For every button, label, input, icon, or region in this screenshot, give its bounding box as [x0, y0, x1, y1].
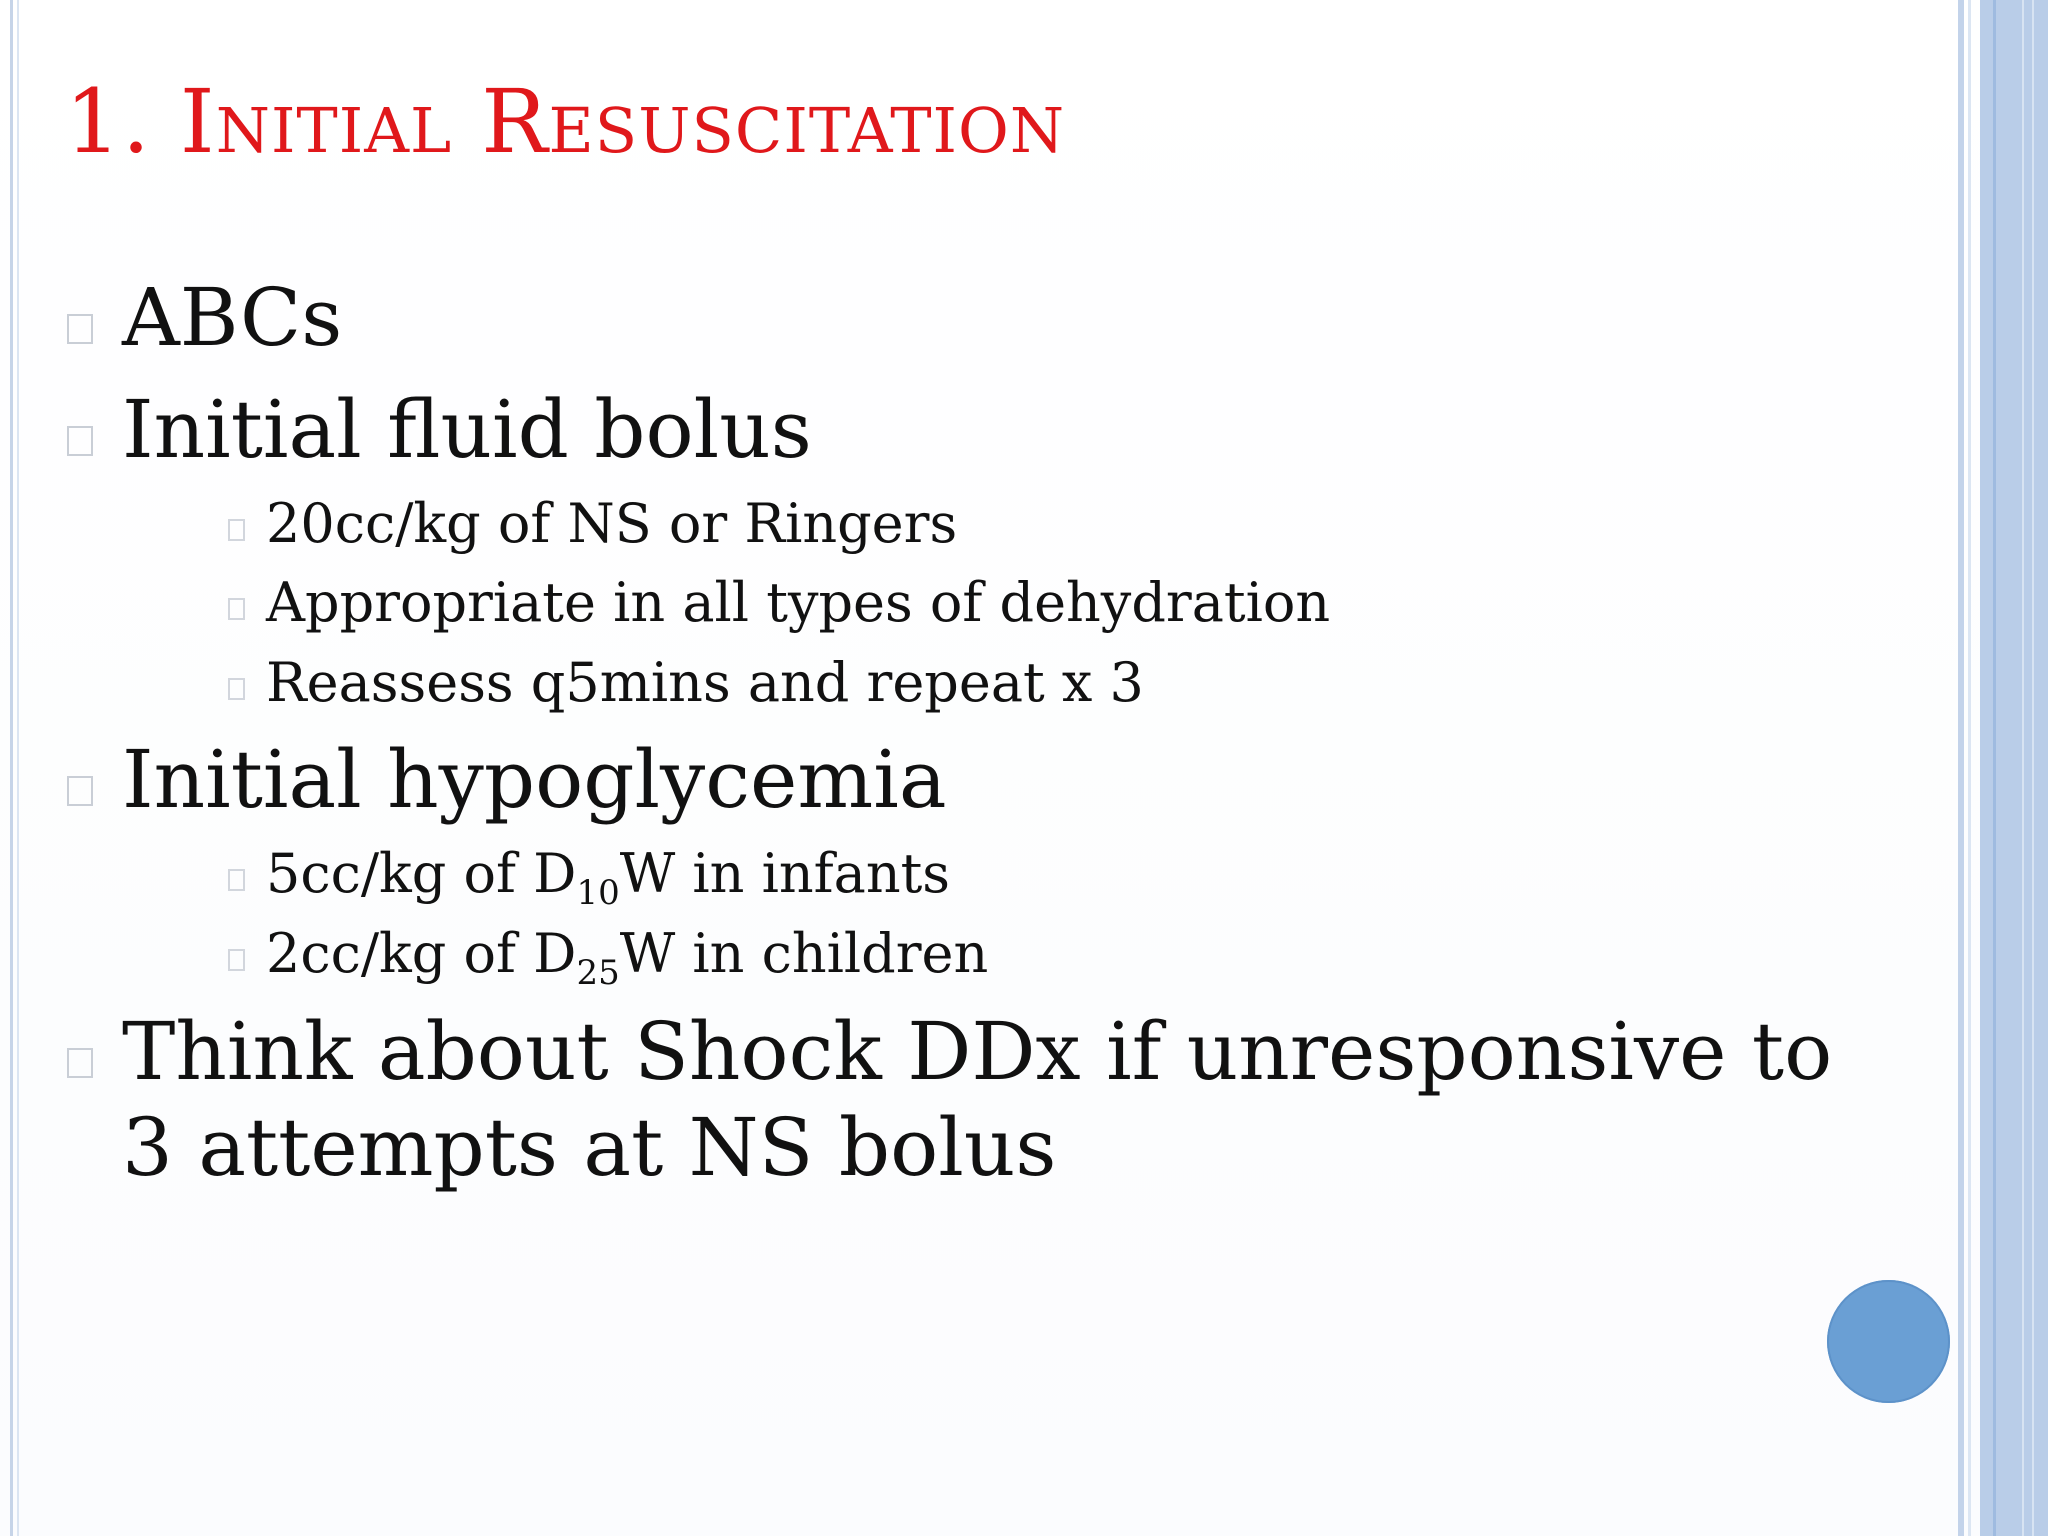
bullet-text-continued: 3 attempts at NS bolus: [122, 1101, 1057, 1194]
right-band-line: [2032, 0, 2034, 1536]
right-band-line: [2022, 0, 2024, 1536]
bullet-square-icon: [67, 314, 93, 344]
bullet-square-icon: [228, 869, 245, 891]
bullet-square-icon: [228, 949, 245, 971]
left-frame-line: [10, 0, 13, 1536]
accent-circle: [1827, 1280, 1950, 1403]
right-frame-stripe-thin: [1968, 0, 1971, 1536]
bullet-text: ABCs: [122, 271, 343, 364]
bullet-square-icon: [67, 1048, 93, 1078]
bullet-text: Initial hypoglycemia: [122, 733, 947, 826]
sub-bullet-text: 2cc/kg of $D_{25}W$ in children: [266, 922, 989, 993]
sub-bullet-text: Reassess q5mins and repeat x 3: [266, 651, 1144, 714]
left-frame-line-inner: [17, 0, 19, 1536]
bullet-square-icon: [228, 598, 245, 620]
right-frame-stripe: [1958, 0, 1964, 1536]
bullet-text: Think about Shock DDx if unresponsive to: [122, 1005, 1833, 1098]
subscript: 25: [576, 953, 620, 993]
sub-bullet-text: 5cc/kg of $D_{10}W$ in infants: [266, 842, 951, 913]
bullet-square-icon: [67, 426, 93, 456]
right-band-line: [1993, 0, 1996, 1536]
bullet-square-icon: [228, 678, 245, 700]
sub-bullet-text: 20cc/kg of NS or Ringers: [266, 492, 958, 555]
sub-bullet-text: Appropriate in all types of dehydration: [266, 571, 1331, 634]
subscript: 10: [576, 873, 620, 913]
bullet-square-icon: [228, 519, 245, 541]
slide-title: 1. Initial Resuscitation: [65, 70, 1066, 173]
right-frame-band: [1980, 0, 2048, 1536]
bullet-text: Initial fluid bolus: [122, 383, 812, 476]
bullet-square-icon: [67, 776, 93, 806]
